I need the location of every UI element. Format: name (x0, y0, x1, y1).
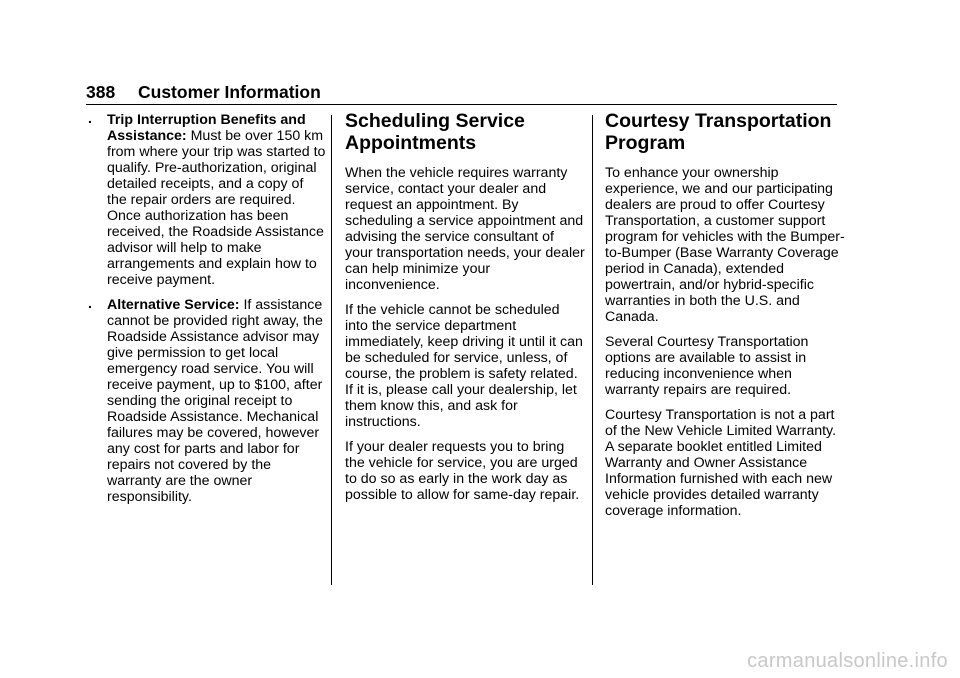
section-title: Customer Information (138, 82, 321, 102)
page-number: 388 (86, 82, 116, 102)
column-divider (331, 115, 332, 585)
bullet-title: Alternative Service: (107, 297, 240, 313)
section-heading-courtesy: Courtesy Transportation Program (605, 110, 832, 154)
bullet-alternative-service (86, 297, 326, 505)
column-divider (592, 115, 593, 585)
paragraph: Several Courtesy Transportation options are available to assist in reducing inconvenience when warranty repairs are required. (605, 334, 809, 398)
column-left (86, 112, 326, 514)
paragraph: Courtesy Transportation is not a part of the New Vehicle Limited Warranty. A separate booklet entitled Limited Warranty and Owner Assistance Information furnished with each new vehicle provides detailed warranty coverage information. (605, 407, 837, 519)
bullet-trip-interruption (86, 112, 326, 288)
bullet-text: If assistance cannot be provided right away, the Roadside Assistance advisor may give permission to get local emergency road service. You will receive payment, up to $100, after sending the original receipt to Roadside Assistance. Mechanical failures may be covered, however any cost for parts and labor for repairs not covered by the warranty are the owner responsibility. (107, 297, 323, 505)
bullet-text: Must be over 150 km from where your trip was started to qualify. Pre-authorization, original detailed receipts, and a copy of the repair orders are required. Once authorization has been received, the Roadside Assistance advisor will help to make arrangements and explain how to receive payment. (107, 128, 326, 288)
paragraph: To enhance your ownership experience, we and our participating dealers are proud to offer Courtesy Transportation, a customer support program for vehicles with the Bumper-to-Bumper (Base Warranty Coverage period in Canada), extended powertrain, and/or hybrid-specific warranties in both the U.S. and Canada. (605, 165, 845, 325)
column-right (605, 110, 845, 528)
bullet-title: Trip Interruption Benefits and Assistance: (107, 112, 306, 144)
bullet-marker: . (88, 295, 92, 311)
paragraph: If the vehicle cannot be scheduled into the service department immediately, keep driving it until it can be scheduled for service, unless, of course, the problem is safety related. If it is, please call your dealership, let them know this, and ask for instructions. (345, 302, 583, 430)
bullet-marker: . (88, 110, 92, 126)
paragraph: When the vehicle requires warranty service, contact your dealer and request an appointment. By scheduling a service appointment and advising the service consultant of your transportation needs, your dealer can help minimize your inconvenience. (345, 165, 585, 293)
header-rule (86, 104, 837, 105)
paragraph: If your dealer requests you to bring the vehicle for service, you are urged to do so as early in the work day as possible to allow for same-day repair. (345, 439, 580, 503)
watermark: carmanualsonline.info (747, 650, 948, 672)
section-heading-scheduling: Scheduling Service Appointments (345, 110, 525, 154)
column-middle (345, 110, 585, 512)
page-header (86, 82, 321, 103)
